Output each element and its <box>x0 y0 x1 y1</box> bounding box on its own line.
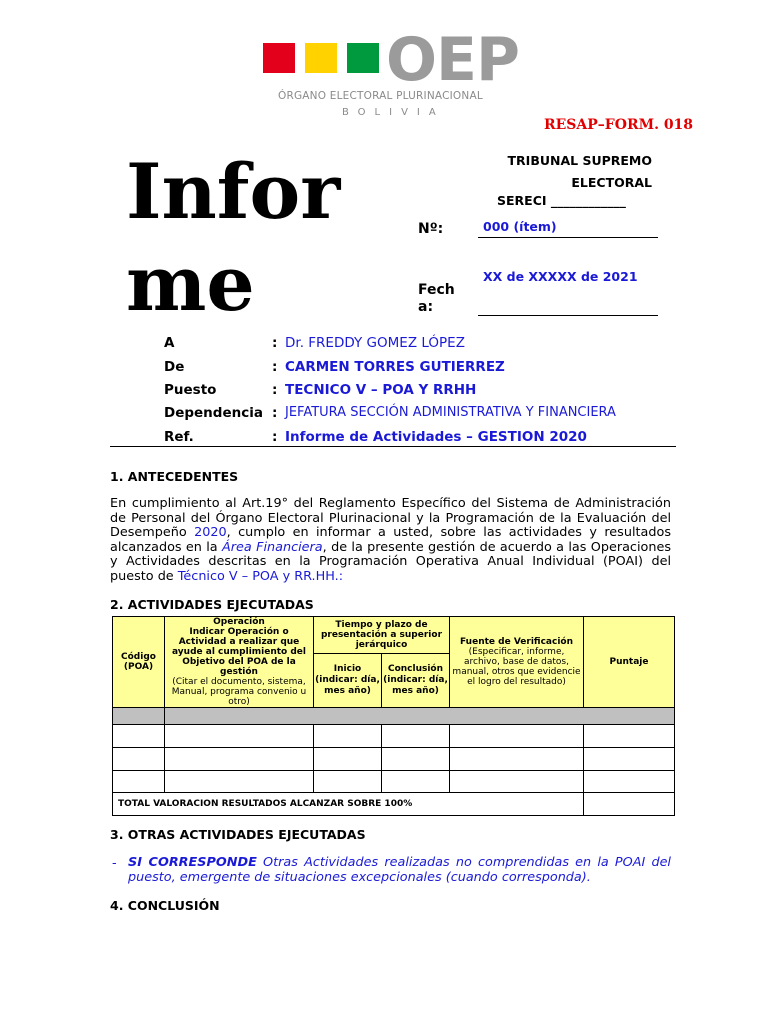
table-cell <box>382 748 450 771</box>
header-colon: : <box>272 429 278 445</box>
section-actividades-heading: 2. ACTIVIDADES EJECUTADAS <box>110 597 314 612</box>
total-valoracion-label: TOTAL VALORACION RESULTADOS ALCANZAR SOBRE 100% <box>113 793 584 816</box>
total-valoracion-value <box>584 793 675 816</box>
sereci-label: SERECI ____________ <box>497 193 626 208</box>
logo-country: BOLIVIA <box>342 107 445 118</box>
fecha-underline <box>478 315 658 316</box>
table-cell <box>314 725 382 748</box>
table-cell <box>382 771 450 793</box>
header-divider <box>110 446 676 447</box>
antecedentes-text-1: En cumplimiento al Art.19° del Reglamento Específico del Sistema de Administración de Personal del Órgano Electoral Plurinacional y la Programación de la Evaluación del Desempeño <box>110 496 671 540</box>
form-code: RESAP–FORM. 018 <box>544 117 694 133</box>
col-fuente-title: Fuente de Verificación <box>459 637 574 647</box>
col-operacion-note: (Citar el documento, sistema, Manual, programa convenio u otro) <box>171 677 307 707</box>
header-colon: : <box>272 359 278 375</box>
table-cell <box>113 748 165 771</box>
header-key: Dependencia <box>164 405 263 421</box>
table-cell <box>450 748 584 771</box>
fecha-value: XX de XXXXX de 2021 <box>483 269 638 284</box>
section-otras-heading: 3. OTRAS ACTIVIDADES EJECUTADAS <box>110 827 366 842</box>
table-row <box>113 725 675 748</box>
header-key: Ref. <box>164 429 194 445</box>
table-cell <box>165 725 314 748</box>
col-fuente-note: (Especificar, informe, archivo, base de datos, manual, otros que evidencie el logro del resultado) <box>452 647 581 687</box>
numero-value: 000 (ítem) <box>483 219 557 234</box>
header-colon: : <box>272 382 278 398</box>
antecedentes-year: 2020 <box>194 525 227 540</box>
col-operacion-title: Operación <box>213 617 265 627</box>
table-cell <box>165 748 314 771</box>
section-antecedentes-heading: 1. ANTECEDENTES <box>110 469 239 484</box>
col-fuente-header <box>450 617 584 708</box>
table-gray-bar <box>165 708 675 725</box>
otras-bold: SI CORRESPONDE <box>128 855 257 870</box>
table-cell <box>450 771 584 793</box>
otras-bullet: - <box>112 856 117 871</box>
numero-label: Nº: <box>418 221 444 237</box>
activities-table <box>112 616 675 816</box>
antecedentes-paragraph <box>110 497 671 584</box>
table-cell <box>314 748 382 771</box>
header-value: JEFATURA SECCIÓN ADMINISTRATIVA Y FINANCIERA <box>285 405 616 420</box>
table-cell <box>165 771 314 793</box>
header-key: A <box>164 335 175 351</box>
antecedentes-area: Área Financiera <box>222 539 323 555</box>
col-conclusion-header: Conclusión (indicar: día, mes año) <box>382 654 450 708</box>
header-colon: : <box>272 405 278 421</box>
header-value: TECNICO V – POA Y RRHH <box>285 382 477 398</box>
header-value: Dr. FREDDY GOMEZ LÓPEZ <box>285 335 465 351</box>
table-cell <box>584 725 675 748</box>
header-key: Puesto <box>164 382 217 398</box>
col-codigo-header: Código (POA) <box>113 617 165 708</box>
header-key: De <box>164 359 185 375</box>
table-cell <box>113 771 165 793</box>
antecedentes-puesto: Técnico V – POA y RR.HH.: <box>177 568 344 584</box>
table-cell <box>382 725 450 748</box>
logo-green-square <box>347 43 379 73</box>
col-operacion-instruction: Indicar Operación o Actividad a realizar que ayude al cumplimiento del Objetivo del POA de la gestión <box>172 627 306 677</box>
header-value: CARMEN TORRES GUTIERREZ <box>285 359 505 375</box>
numero-underline <box>478 237 658 238</box>
table-gray-cell <box>113 708 165 725</box>
col-operacion-header <box>165 617 314 708</box>
table-row <box>113 748 675 771</box>
section-conclusion-heading: 4. CONCLUSIÓN <box>110 898 220 913</box>
col-inicio-header: Inicio (indicar: día, mes año) <box>314 654 382 708</box>
logo-org-name: ÓRGANO ELECTORAL PLURINACIONAL <box>278 90 483 102</box>
header-colon: : <box>272 335 278 351</box>
table-cell <box>450 725 584 748</box>
table-cell <box>584 748 675 771</box>
fecha-label: Fecha: <box>418 282 455 315</box>
header-value: Informe de Actividades – GESTION 2020 <box>285 429 587 445</box>
col-tiempo-header: Tiempo y plazo de presentación a superior jerárquico <box>314 617 450 654</box>
antecedentes-text-2: , cumplo en informar a usted, sobre las actividades y resultados alcanzados en la <box>110 525 671 555</box>
otras-text: Otras Actividades realizadas no comprendidas en la POAI del puesto, emergente de situaciones excepcionales (cuando corresponda). <box>128 855 671 885</box>
antecedentes-text-3: , de la presente gestión de acuerdo a las Operaciones y Actividades descritas en la Programación Operativa Anual Individual (POAI) del puesto de <box>110 539 671 584</box>
tribunal-label: TRIBUNAL SUPREMO ELECTORAL <box>507 153 652 190</box>
col-puntaje-header: Puntaje <box>584 617 675 708</box>
otras-paragraph <box>128 856 671 885</box>
table-row <box>113 771 675 793</box>
logo-acronym: OEP <box>386 25 519 95</box>
table-cell <box>113 725 165 748</box>
table-cell <box>584 771 675 793</box>
logo-red-square <box>263 43 295 73</box>
logo-yellow-square <box>305 43 337 73</box>
document-title: Informe <box>126 147 341 328</box>
table-cell <box>314 771 382 793</box>
